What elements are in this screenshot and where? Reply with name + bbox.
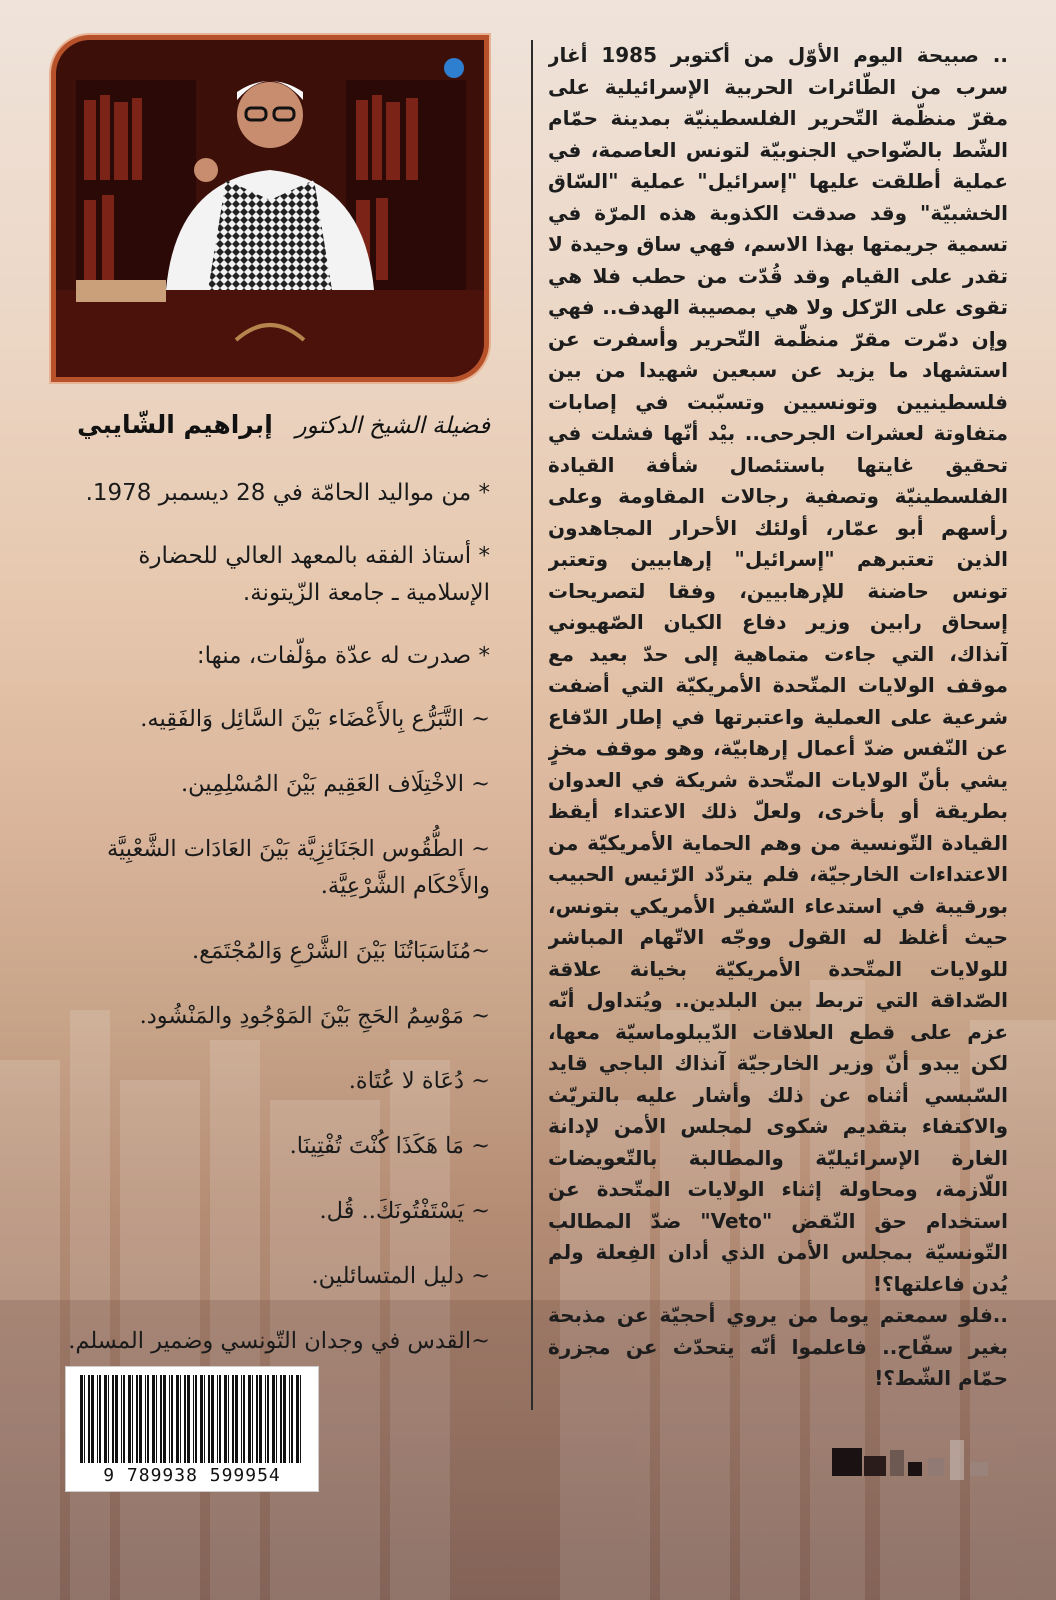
isbn-number: 9 789938 599954 <box>103 1465 281 1486</box>
blurb-paragraph-2: ..فلو سمعتم يوما من يروي أحجيّة عن مذبحة بغير سفّاح.. فاعلموا أنّه يتحدّث عن مجزرة حمّام الشّط؟! <box>548 1303 1008 1390</box>
isbn-barcode <box>66 1367 318 1491</box>
work-item: ~ الطُّقُوس الجَنَائِزِيَّة بَيْنَ العَادَات الشَّعْبِيَّة والأَحْكَام الشَّرْعِيَّة. <box>106 836 490 899</box>
work-item: ~القدس في وجدان التّونسي وضمير المسلم. <box>68 1328 490 1354</box>
work-item: ~ دُعَاة لا عُتَاة. <box>348 1068 490 1094</box>
author-portrait-image <box>56 40 484 377</box>
redacted-mark <box>832 1440 992 1480</box>
author-bio <box>60 475 490 1388</box>
work-item: ~ الاخْتِلَاف العَقِيم بَيْنَ المُسْلِمِين. <box>181 771 490 797</box>
back-cover-blurb <box>548 40 1008 1425</box>
blurb-paragraph-1: .. صبيحة اليوم الأوّل من أكتوبر 1985 أغار سرب من الطّائرات الحربية الإسرائيلية على مقرّ منظّمة التّحرير الفلسطينيّة بمدينة حمّام الشّط بالضّواحي الجنوبيّة لتونس العاصمة، في عملية أطلقت عليها "إسرائيل" عملية "السّاق الخشبيّة" وقد صدقت الكذوبة هذه المرّة في تسمية جريمتها بهذا الاسم، فهي ساق وحيدة لا تقدر على القيام وقد قُدّت من حطب فلا هي تقوى على الرّكل ولا هي بمصيبة الهدف.. فهي وإن دمّرت مقرّ منظّمة التّحرير وأسفرت عن استشهاد ما يزيد عن سبعين شهيدا من بين فلسطينيين وتونسيين وتسبّبت في إصابات متفاوتة لعشرات الجرحى.. بيْد أنّها فشلت في تحقيق غايتها باستئصال شأفة القيادة الفلسطينيّة وتصفية رجالات المقاومة وعلى رأسهم أبو عمّار، أولئك الأحرار المجاهدون الذين تعتبرهم "إسرائيل" إرهابيين وتعتبر تونس حاضنة للإرهابيين، وفقا لتصريحات إسحاق رابين وزير دفاع الكيان الصّهيوني آنذاك، التي جاءت متماهية إلى حدّ بعيد مع موقف الولايات المتّحدة الأمريكيّة التي أضفت شرعية على العملية واعتبرتها في إطار الدّفاع عن النّفس ضدّ أعمال إرهابيّة، وهو موقف مخزٍ يشي بأنّ الولايات المتّحدة شريكة في العدوان بطريقة أو بأخرى، ولعلّ ذلك الاعتداء أيقظ القيادة التّونسية من وهم الحماية الأمريكيّة من الاعتداءات الخارجيّة، فلم يتردّد الرّئيس الحبيب بورقيبة في استدعاء السّفير الأمريكي بتونس، حيث أغلظ له القول ووجّه الاتّهام المباشر للولايات المتّحدة الأمريكيّة بخيانة علاقة الصّداقة التي تربط بين البلدين.. ويُتداول أنّه عزم على قطع العلاقات الدّيبلوماسيّة معها، لكن يبدو أنّ وزير الخارجيّة آنذاك الباجي قايد السّبسي أثناه عن ذلك وأشار عليه بالتريّث والاكتفاء بتقديم شكوى لمجلس الأمن لإدانة الغارة الإسرائيليّة والمطالبة بالتّعويضات اللّازمة، ومحاولة إثناء الولايات المتّحدة عن استخدام حق النّقض "Veto" ضدّ المطالب التّونسيّة بمجلس الأمن الذي أدان الفِعلة ولم يُدن فاعلتها؟! <box>548 43 1008 1296</box>
bio-birth: * من مواليد الحامّة في 28 ديسمبر 1978. <box>85 480 490 506</box>
work-item: ~ مَوْسِمُ الحَجِ بَيْنَ المَوْجُودِ والمَنْشُود. <box>139 1003 490 1029</box>
work-item: ~مُنَاسَبَاتُنَا بَيْنَ الشَّرْعِ وَالمُجْتَمَع. <box>191 938 490 964</box>
work-item: ~ مَا هَكَذَا كُنْتَ تُفْتِينَا. <box>289 1133 490 1159</box>
author-heading <box>50 410 490 439</box>
works-list <box>60 701 490 1360</box>
author-name: إبراهيم الشّايبي <box>77 410 273 439</box>
barcode-bars <box>80 1375 304 1463</box>
author-honorific: فضيلة الشيخ الدكتور <box>295 413 490 439</box>
author-photo <box>56 40 484 377</box>
work-item: ~ دليل المتسائلين. <box>311 1263 490 1289</box>
column-divider <box>531 40 533 1410</box>
bio-works-intro: * صدرت له عدّة مؤلّفات، منها: <box>196 643 490 669</box>
work-item: ~ يَسْتَفْتُونَكَ.. قُل. <box>319 1198 490 1224</box>
work-item: ~ التَّبَرُّع بِالأَعْضَاء بَيْنَ السَّائِل وَالفَقِيه. <box>140 706 490 732</box>
bio-position: * أستاذ الفقه بالمعهد العالي للحضارة الإسلامية ـ جامعة الزّيتونة. <box>138 543 490 606</box>
